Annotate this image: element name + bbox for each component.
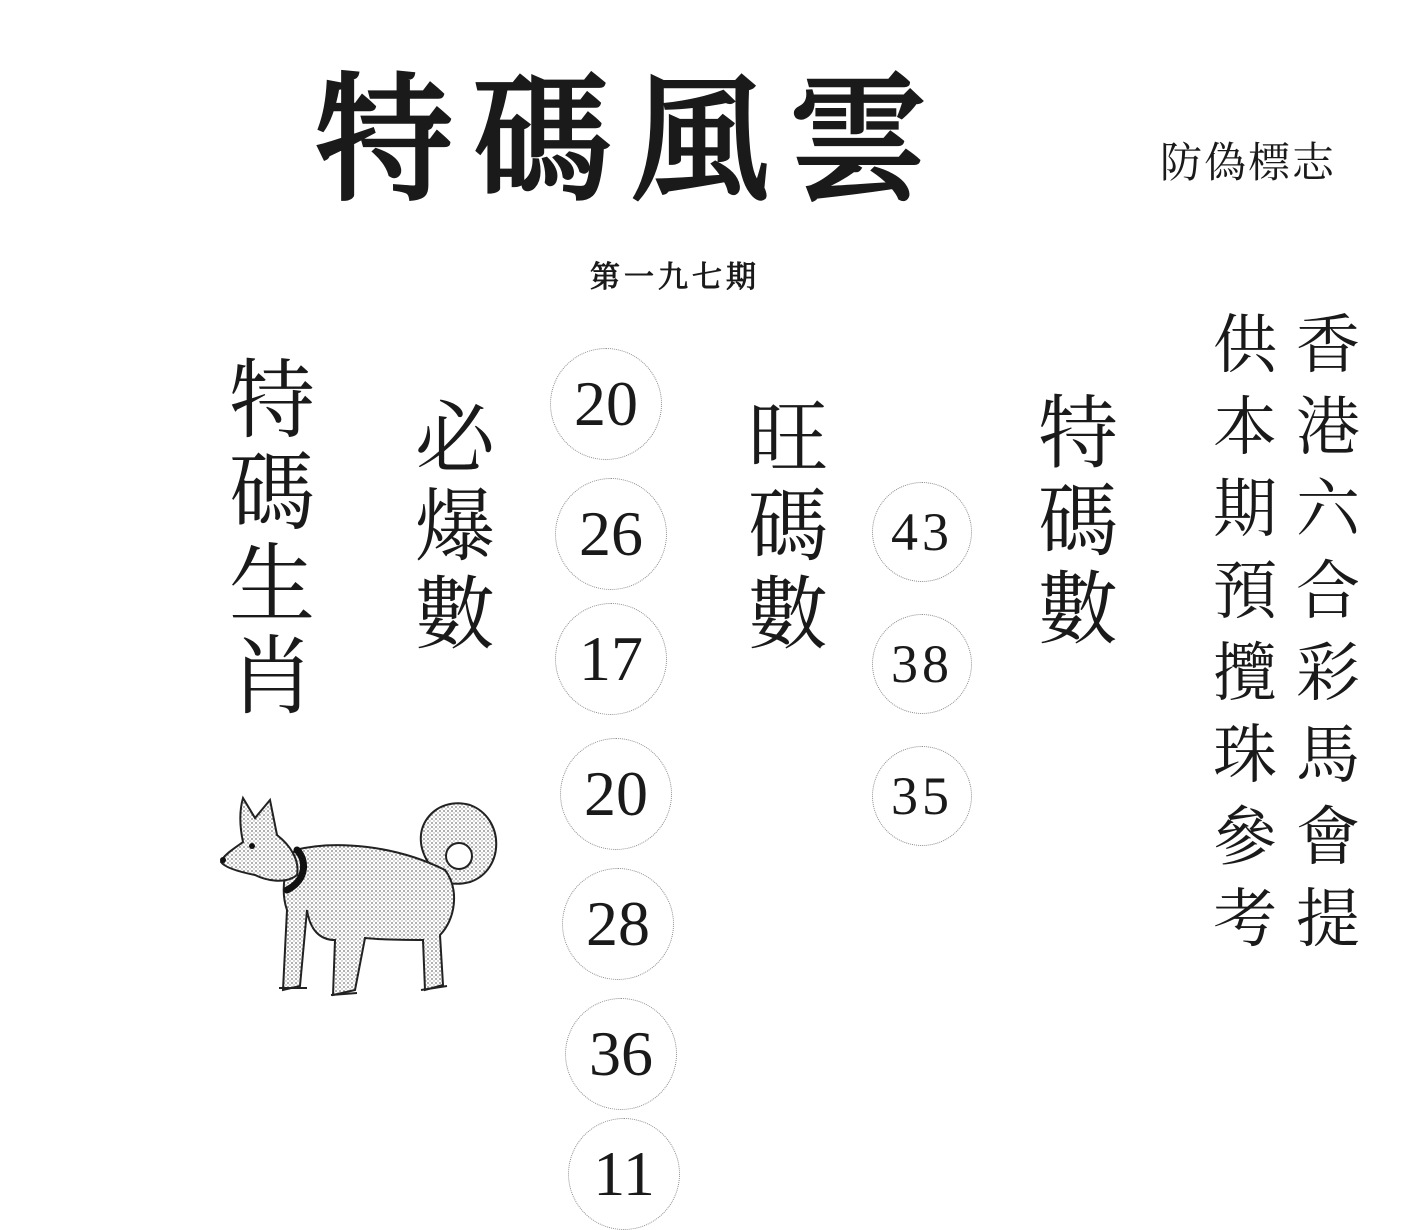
side-text-char: 攬 <box>1213 637 1277 711</box>
side-text-left-column <box>1205 305 1285 961</box>
must-burst-label-char: 必 <box>415 392 495 485</box>
side-text-char: 本 <box>1213 391 1277 465</box>
side-text-char: 彩 <box>1296 637 1360 711</box>
must-burst-number: 20 <box>560 738 672 850</box>
zodiac-label-char: 肖 <box>229 627 315 727</box>
must-burst-label <box>405 392 505 661</box>
zodiac-label-char: 碼 <box>229 443 315 543</box>
page-title: 特碼風雲 <box>315 58 948 221</box>
side-text-char: 考 <box>1213 883 1277 957</box>
must-burst-label-char: 爆 <box>415 480 495 573</box>
side-text-char: 馬 <box>1296 719 1360 793</box>
side-text-right-column <box>1288 305 1368 961</box>
must-burst-label-char: 數 <box>415 568 495 661</box>
zodiac-label-char: 特 <box>229 351 315 451</box>
must-burst-number: 11 <box>568 1118 680 1230</box>
hot-number-label-char: 碼 <box>748 480 828 573</box>
hot-number-label <box>738 392 838 661</box>
special-number-label-char: 數 <box>1038 563 1118 656</box>
hot-number-label-char: 旺 <box>748 392 828 485</box>
hot-number: 38 <box>872 614 972 714</box>
must-burst-number: 36 <box>565 998 677 1110</box>
anti-fake-label: 防偽標志 <box>1160 138 1337 187</box>
side-text-char: 港 <box>1296 391 1360 465</box>
side-text-char: 會 <box>1296 801 1360 875</box>
must-burst-number: 17 <box>555 603 667 715</box>
side-text-char: 合 <box>1296 555 1360 629</box>
side-text-char: 六 <box>1296 473 1360 547</box>
side-text-char: 參 <box>1213 801 1277 875</box>
side-text-char: 期 <box>1213 473 1277 547</box>
special-number-label-char: 特 <box>1038 387 1118 480</box>
hot-number: 35 <box>872 746 972 846</box>
zodiac-label <box>212 351 332 727</box>
hot-number: 43 <box>872 482 972 582</box>
side-text-char: 珠 <box>1213 719 1277 793</box>
side-text-char: 提 <box>1296 883 1360 957</box>
zodiac-label-char: 生 <box>229 535 315 635</box>
special-number-label <box>1028 387 1128 656</box>
must-burst-number: 26 <box>555 478 667 590</box>
hot-number-label-char: 數 <box>748 568 828 661</box>
side-text-char: 供 <box>1213 309 1277 383</box>
must-burst-number: 28 <box>562 868 674 980</box>
side-text-char: 香 <box>1296 309 1360 383</box>
dog-icon <box>215 790 515 1010</box>
special-number-label-char: 碼 <box>1038 475 1118 568</box>
issue-number: 第一九七期 <box>590 260 760 295</box>
side-text-char: 預 <box>1213 555 1277 629</box>
must-burst-number: 20 <box>550 348 662 460</box>
